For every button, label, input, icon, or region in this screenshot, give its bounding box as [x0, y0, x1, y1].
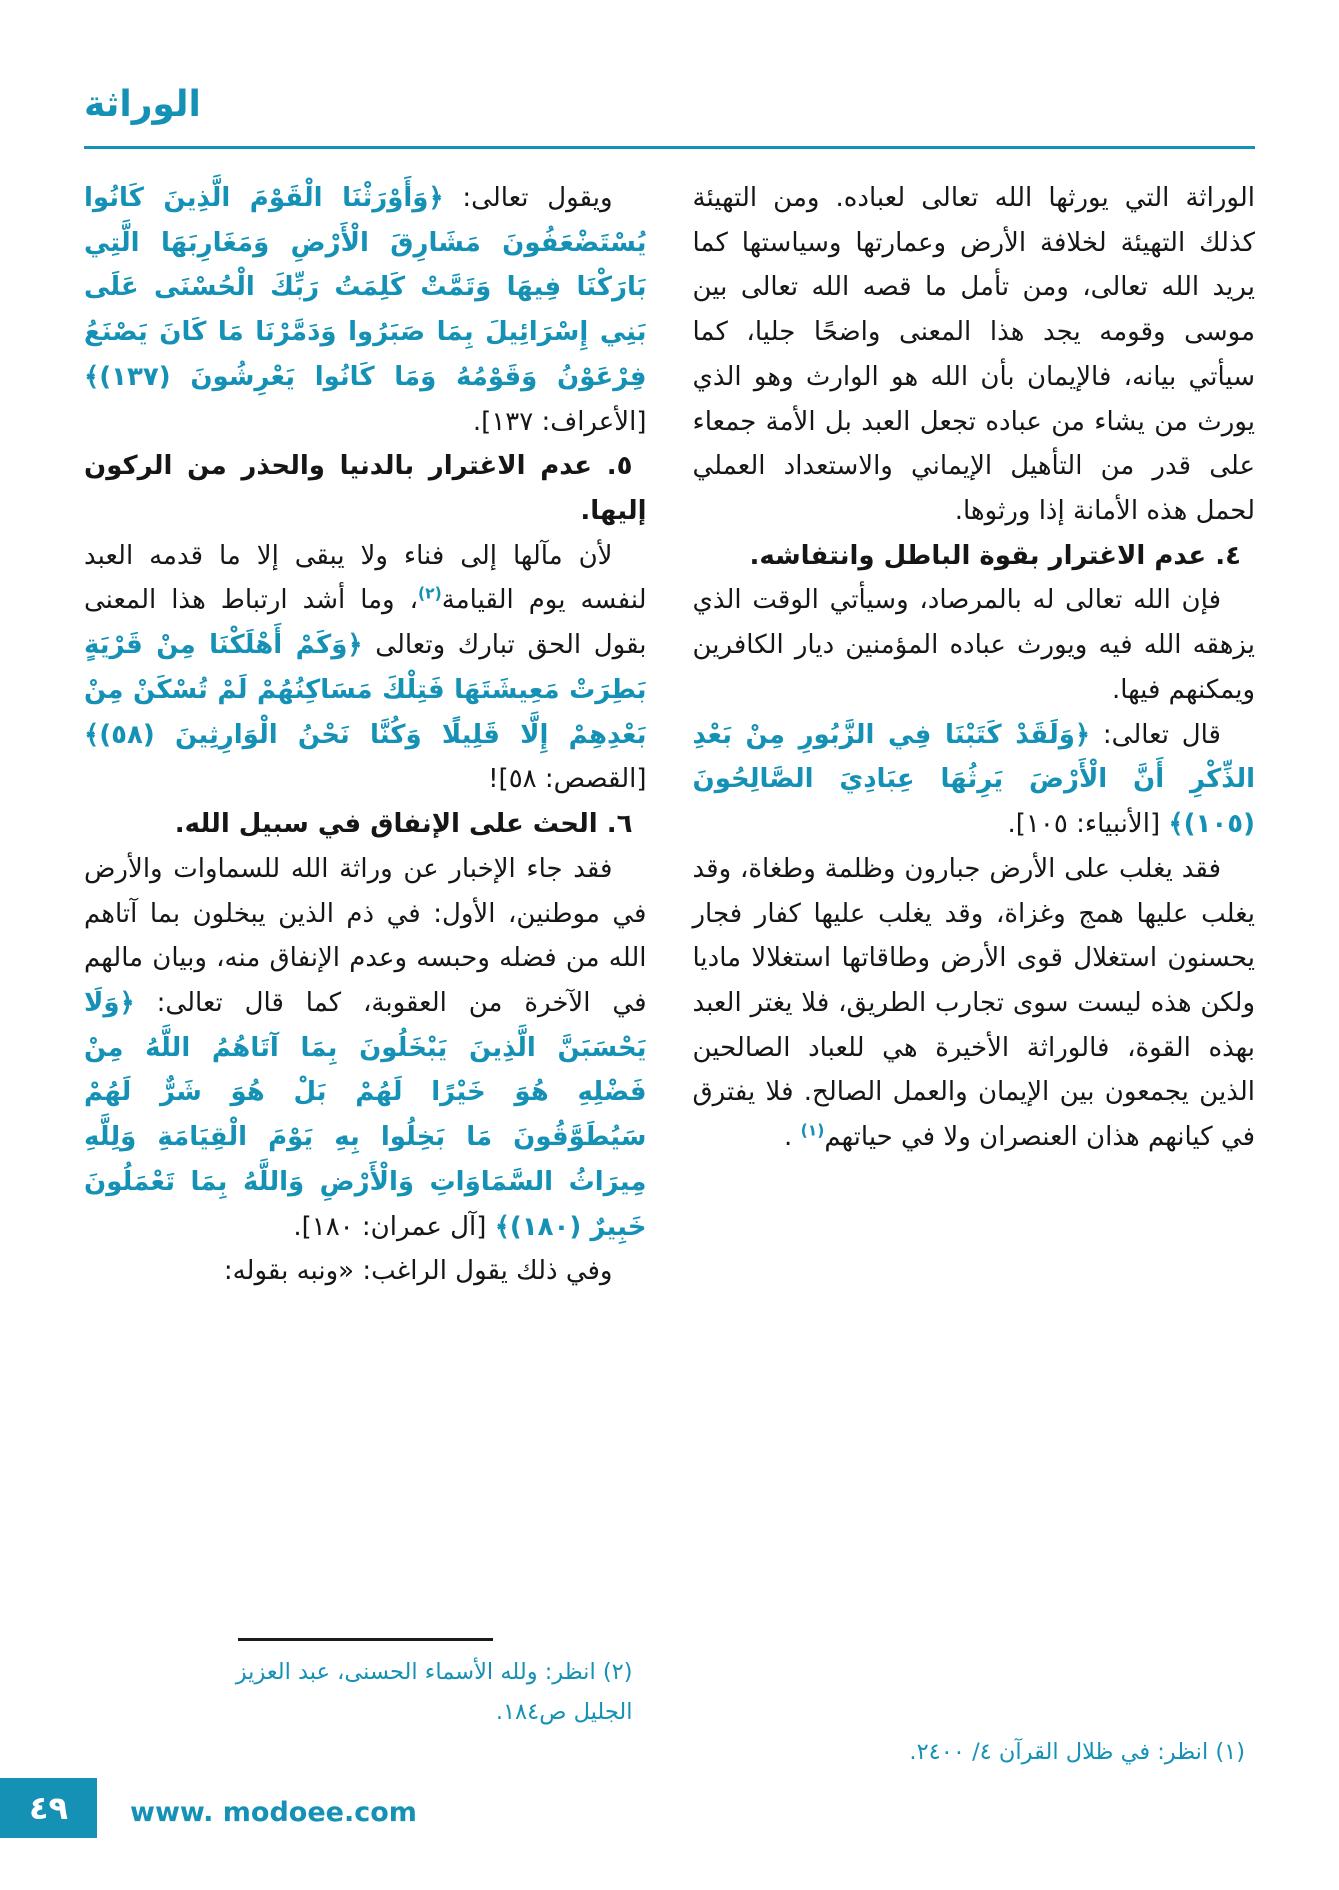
paragraph: فإن الله تعالى له بالمرصاد، وسيأتي الوقت الذي يزهقه الله فيه ويورث عباده المؤمنين ديار الكافرين ويمكنهم فيها.	[692, 585, 1255, 705]
section-heading-4: ٤. عدم الاغترار بقوة الباطل وانتفاشه.	[749, 540, 1241, 571]
verse-paragraph	[84, 847, 647, 1249]
page-number-badge	[0, 1778, 97, 1838]
footnote-marker-2: (٢)	[417, 584, 442, 603]
footnote-marker-1: (١)	[800, 1121, 825, 1140]
section-heading-5: ٥. عدم الاغترار بالدنيا والحذر من الركون إليها.	[84, 451, 647, 527]
footnote-block-1	[693, 1733, 1256, 1772]
footnote-separator	[238, 1638, 493, 1641]
paragraph-text: ، وما أشد ارتباط هذا المعنى بقول الحق تبارك وتعالى	[84, 585, 647, 661]
footnote-text: (٢) انظر: ولله الأسماء الحسنى، عبد العزيز الجليل ص١٨٤.	[235, 1659, 633, 1725]
verse-intro: ويقول تعالى:	[443, 183, 613, 213]
paragraph-text: فقد يغلب على الأرض جبارون وظلمة وطغاة، وقد يغلب عليها همج وغزاة، وقد يغلب عليها كفار فجار يحسنون استغلال قوى الأرض وطاقاتها استغلالا ماديا ولكن هذه ليست سوى تجارب الطريق، فلا يغتر العبد بهذه القوة، فالوراثة الأخيرة هي للعباد الصالحين الذين يجمعون بين الإيمان والعمل الصالح. فلا يفترق في كيانهم هذان العنصران ولا في حياتهم	[692, 853, 1255, 1153]
paragraph-tail: .	[784, 1122, 801, 1153]
footnote-text: (١) انظر: في ظلال القرآن ٤/ ٢٤٠٠.	[909, 1738, 1245, 1765]
header-divider	[84, 146, 1255, 149]
paragraph: وفي ذلك يقول الراغب: «ونبه بقوله:	[223, 1256, 613, 1287]
verse-paragraph	[693, 713, 1256, 847]
verse-paragraph	[84, 534, 647, 802]
column-right	[693, 176, 1256, 1772]
quran-verse: ﴿وَكَمْ أَهْلَكْنَا مِنْ قَرْيَةٍ بَطِرَتْ مَعِيشَتَهَا فَتِلْكَ مَسَاكِنُهُمْ لَمْ تُسْكَنْ مِنْ بَعْدِهِمْ إِلَّا قَلِيلًا وَكُنَّا نَحْنُ الْوَارِثِينَ (٥٨)﴾	[84, 630, 647, 750]
verse-intro: قال تعالى:	[1090, 719, 1221, 750]
paragraph: الوراثة التي يورثها الله تعالى لعباده. ومن التهيئة كذلك التهيئة لخلافة الأرض وعمارتها وسياستها كما يريد الله تعالى، ومن تأمل ما قصه الله تعالى بين موسى وقومه يجد هذا المعنى واضحًا جليا، كما سيأتي بيانه، فالإيمان بأن الله هو الوارث وهو الذي يورث من يشاء من عباده تجعل العبد بل الأمة جمعاء على قدر من التأهيل الإيماني والاستعداد العملي لحمل هذه الأمانة إذا ورثوها.	[692, 183, 1255, 527]
quran-verse: ﴿وَلَقَدْ كَتَبْنَا فِي الزَّبُورِ مِنْ بَعْدِ الذِّكْرِ أَنَّ الْأَرْضَ يَرِثُهَا عِبَادِيَ الصَّالِحُونَ (١٠٥)﴾	[692, 719, 1255, 840]
quran-verse: ﴿وَلَا يَحْسَبَنَّ الَّذِينَ يَبْخَلُونَ بِمَا آتَاهُمُ اللَّهُ مِنْ فَضْلِهِ هُوَ خَيْرًا لَهُمْ بَلْ هُوَ شَرٌّ لَهُمْ سَيُطَوَّقُونَ مَا بَخِلُوا بِهِ يَوْمَ الْقِيَامَةِ وَلِلَّهِ مِيرَاثُ السَّمَاوَاتِ وَالْأَرْضِ وَاللَّهُ بِمَا تَعْمَلُونَ خَبِيرٌ (١٨٠)﴾	[84, 987, 647, 1242]
page-content	[84, 176, 1255, 1772]
verse-reference: [القصص: ٥٨]!	[488, 764, 647, 795]
verse-reference: [آل عمران: ١٨٠].	[293, 1211, 487, 1242]
page-number: ٤٩	[28, 1789, 69, 1827]
verse-reference: [الأعراف: ١٣٧].	[472, 406, 647, 437]
paragraph-text: لأن مآلها إلى فناء ولا يبقى إلا ما قدمه العبد لنفسه يوم القيامة	[84, 540, 647, 616]
section-title-logo: الوراثة	[84, 84, 201, 125]
quran-verse: ﴿وَأَوْرَثْنَا الْقَوْمَ الَّذِينَ كَانُوا يُسْتَضْعَفُونَ مَشَارِقَ الْأَرْضِ وَمَغَارِبَهَا الَّتِي بَارَكْنَا فِيهَا وَتَمَّتْ كَلِمَتُ رَبِّكَ الْحُسْنَى عَلَى بَنِي إِسْرَائِيلَ بِمَا صَبَرُوا وَدَمَّرْنَا مَا كَانَ يَصْنَعُ فِرْعَوْنُ وَقَوْمُهُ وَمَا كَانُوا يَعْرِشُونَ (١٣٧)﴾	[84, 183, 647, 392]
footnote-block-2	[84, 1638, 647, 1732]
verse-paragraph	[84, 176, 647, 444]
verse-intro: فقد جاء الإخبار عن وراثة الله للسماوات والأرض في موطنين، الأول: في ذم الذين يبخلون بما آتاهم الله من فضله وحبسه وعدم الإنفاق منه، وبيان مالهم في الآخرة من العقوبة، كما قال تعالى:	[84, 853, 647, 1018]
verse-reference: [الأنبياء: ١٠٥].	[1007, 809, 1161, 840]
section-heading-6: ٦. الحث على الإنفاق في سبيل الله.	[174, 809, 633, 840]
website-url: www. modoee.com	[130, 1797, 417, 1828]
column-left	[84, 176, 647, 1772]
paragraph	[693, 847, 1256, 1160]
